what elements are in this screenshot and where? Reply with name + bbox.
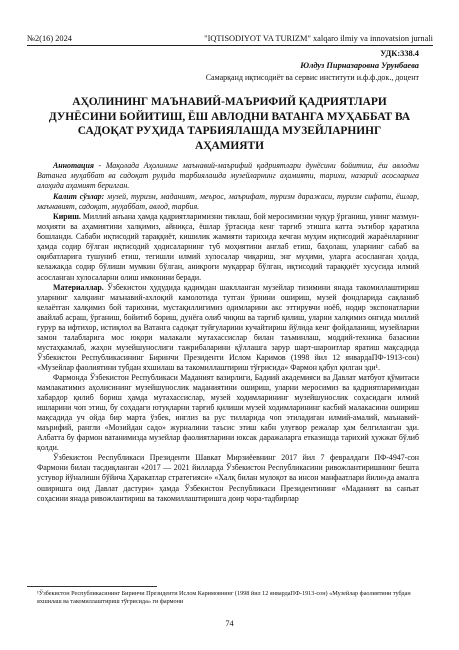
footnote-rule [27,586,157,587]
keywords-paragraph [37,192,419,212]
page-number: 74 [225,619,234,628]
journal-name: "IQTISODIYOT VA TURIZM" xalqaro ilmiy va innovatsion jurnali [204,34,433,43]
materials-text: Ўзбекистон ҳудудида қадимдан шаклланган музейлар тизимини янада такомиллаштириш уларнинг халқнинг маънавий-ахлоқий камолотида тутган ўрнини ошириш, музей фондларида сақланиб келаётган халқимиз бой тарихини, мустақиллигимиз одимларини акс эттирувчи ноёб, нодир экспонатларни авайлаб асраш, ўрганиш, бойитиб бориш, дунёга олиб чиқиш ва тарғиб қилиш, уларни халқимиз онгида миллий ғурур ва ифтихор, истиқлол ва Ватанга садоқат туйғуларини кучайтириш йўлида кенг фойдаланиш, музейларни замон талабларига мос юқори малакали мутахассислар билан таъминлаш, моддий-техника базасини мустаҳкамлаб, жаҳон музейшунослиги тажрибаларини қўллашга зарур шарт-шароитлар яратиш мақсадида Ўзбекистон Республикасининг Биринчи Президенти Ислом Каримов (1998 йил 12 январдаПФ-1913-сон) «Музейлар фаолиятини тубдан яхшилаш ва такомиллаштириш тўғрисида» Фармон қабул қилган эди¹. [37,282,419,372]
issue-number: №2(16) 2024 [27,34,72,43]
article-body [37,161,419,504]
intro-text: Миллий анъана ҳамда қадриятларимизни тиклаш, бой меросимизни чуқур ўрганиш, унинг мазмун-моҳияти ва аҳамиятини халқимиз, айниқса, ёшлар ўртасида кенг тарғиб этишга катта эътибор қаратила бошланди. Сабаби иқтисодий тараққиёт, кишилик жамияти тарихида кечган муҳим иқтисодий жараёнларнинг ҳамда содир бўлган иқтисодий ҳодисаларнинг туб моҳиятини англаб етиш, баҳолаш, уларнинг сабаб ва оқибатларига тушуниб етиш, тегишли илмий хулосалар чиқариш, энг муҳими, уларга асосланган ҳолда, келажакда содир бўлиши мумкин бўлган, аниқроғи муқаррар бўлган, иқтисодий тараққиёт хусусида илмий асосланган хулосаларни олиш имконини беради. [37,212,419,282]
intro-label: Кириш. [53,212,81,222]
keywords-label: Калит сўзлар: [53,192,105,202]
author-name: Юлдуз Пирназаровна Урунбаева [300,61,419,70]
udk-code: УДК:338.4 [380,49,419,58]
abstract-label: Аннотация [53,161,94,170]
body-paragraph-decree: Фармонда Ўзбекистон Республикаси Маданият вазирлиги, Бадиий академияси ва Давлат матбуот қўмитаси мамлакатимиз аҳолисининг музейшунослик маданиятини ошириш, уларни меросимиз ва қадриятларимиздан хабардор қилиб бориш ҳамда мутахассислар, музей ходимларининг музейшунослик соҳасидаги илмий ишларини чоп этиш, бу соҳадаги ютуқларни тарғиб қилиши музей ходимларининг касбий малакасини ошириш мақсадида уч ойда бир марта ўзбек, инглиз ва рус тилларида чоп этиладиган илмий-амалий, маънавий-маърифий, рангли «Мозийдан садо» журналини таъсис этиш кабн улуғвор режалар ҳам белгиланган эди. Албатта бу фармон ватанимизда музейлар фаолиятларини юксак даражаларга етказишда тарихий ҳужжат бўлиб қолди. [37,372,419,453]
intro-paragraph [37,212,419,282]
author-affiliation: Самарқанд иқтисодиёт ва сервис институти и.ф.ф.док., доцент [205,73,419,82]
footnote: ¹Ўзбекистон Республикасининг Биринчи Президенти Ислом Каримовнинг (1998 йил 12 январдаПФ-1913-сон) «Музейлар фаолиятини тубдан яхшилаш ва такомиллаштириш тўғрисида» ги фармони [37,590,411,605]
abstract-text: - Мақолада Аҳолининг маънавий-маърифий қадриятлари дунёсини бойитиш, ёш авлодни Ватанга муҳаббат ва садоқат руҳида тарбиялашда музейларнинг аҳамияти, тарихи, назарий асосларига алоҳида аҳамият берилган. [37,161,419,191]
body-paragraph-strategy: Ўзбекистон Республикаси Президенти Шавкат Мирзиёевнинг 2017 йил 7 февралдаги ПФ-4947-сон Фармони билан тасдиқланган «2017 — 2021 йилларда Ўзбекистон Республикасини ривожлантиришнинг бешта устувор йўналиши бўйича Ҳаракатлар стратегияси» «Халқ билан мулоқот ва инсон манфаатлари йили»да амалга оширишга оид Давлат дастури» ҳамда Ўзбекистон Республикаси Президентининг «Маданият ва санъат соҳасини янада ривожлантириш ва такомиллаштиришга доир чора-тадбирлар [37,453,419,503]
article-title: АҲОЛИНИНГ МАЪНАВИЙ-МАЪРИФИЙ ҚАДРИЯТЛАРИ ДУНЁСИНИ БОЙИТИШ, ЁШ АВЛОДНИ ВАТАНГА МУҲАББАТ ВА САДОҚАТ РУҲИДА ТАРБИЯЛАШДА МУЗЕЙЛАРНИНГ АҲАМИЯТИ [48,96,411,152]
abstract-paragraph [37,161,419,191]
running-header [27,29,433,43]
materials-paragraph [37,283,419,373]
header-rule [27,45,433,46]
materials-label: Материаллар. [53,282,104,292]
keywords-text: музей, туризм, маданият, меърос, маърифат, туризм даражаси, туризм сифати, ёшлар, маънавият, садоқат, муҳаббат, авлод, тарбия. [37,192,419,212]
